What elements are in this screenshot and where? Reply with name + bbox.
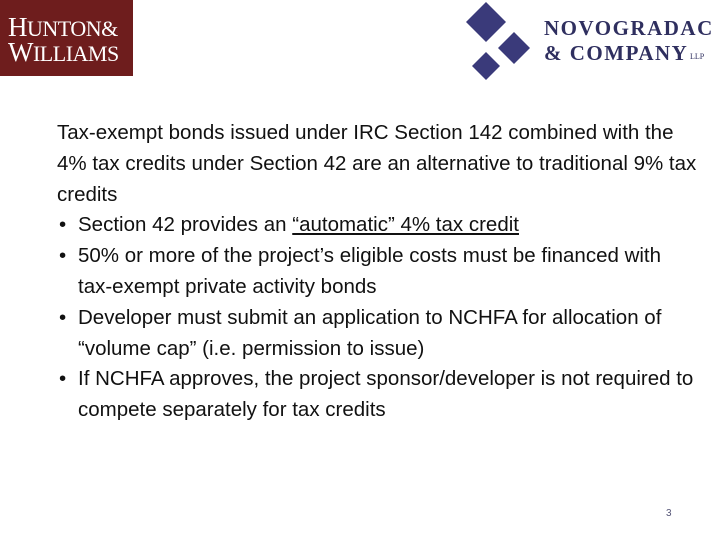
novogradac-name: NOVOGRADAC <box>544 16 714 40</box>
logo-line-williams: WILLIAMS <box>8 37 119 67</box>
novogradac-llp: LLP <box>690 52 705 61</box>
slide-body <box>57 118 697 426</box>
bullet-icon: • <box>59 213 67 237</box>
novogradac-company: & COMPANY <box>544 41 689 65</box>
underlined-text: “automatic” 4% tax credit <box>292 213 519 237</box>
bullet-item: • If NCHFA approves, the project sponsor/developer is not required to compete separately for tax credits <box>57 364 697 426</box>
bullet-item: • Developer must submit an application to NCHFA for allocation of “volume cap” (i.e. permission to issue) <box>57 303 697 365</box>
bullet-list <box>57 210 697 426</box>
bullet-item: • 50% or more of the project’s eligible costs must be financed with tax-exempt private activity bonds <box>57 241 697 303</box>
bullet-icon: • <box>59 305 67 329</box>
diamond-mark-icon <box>456 0 542 80</box>
hunton-williams-logo <box>0 0 133 76</box>
page-number: 3 <box>666 508 672 519</box>
novogradac-logo <box>456 0 720 80</box>
bullet-item: • Section 42 provides an “automatic” 4% tax credit <box>57 210 697 241</box>
intro-paragraph: Tax-exempt bonds issued under IRC Section 142 combined with the 4% tax credits under Section 42 are an alternative to traditional 9% tax credits <box>57 121 697 206</box>
bullet-icon: • <box>59 244 67 268</box>
logo-line-hunton: HUNTON& <box>8 12 118 42</box>
bullet-icon: • <box>59 367 67 391</box>
